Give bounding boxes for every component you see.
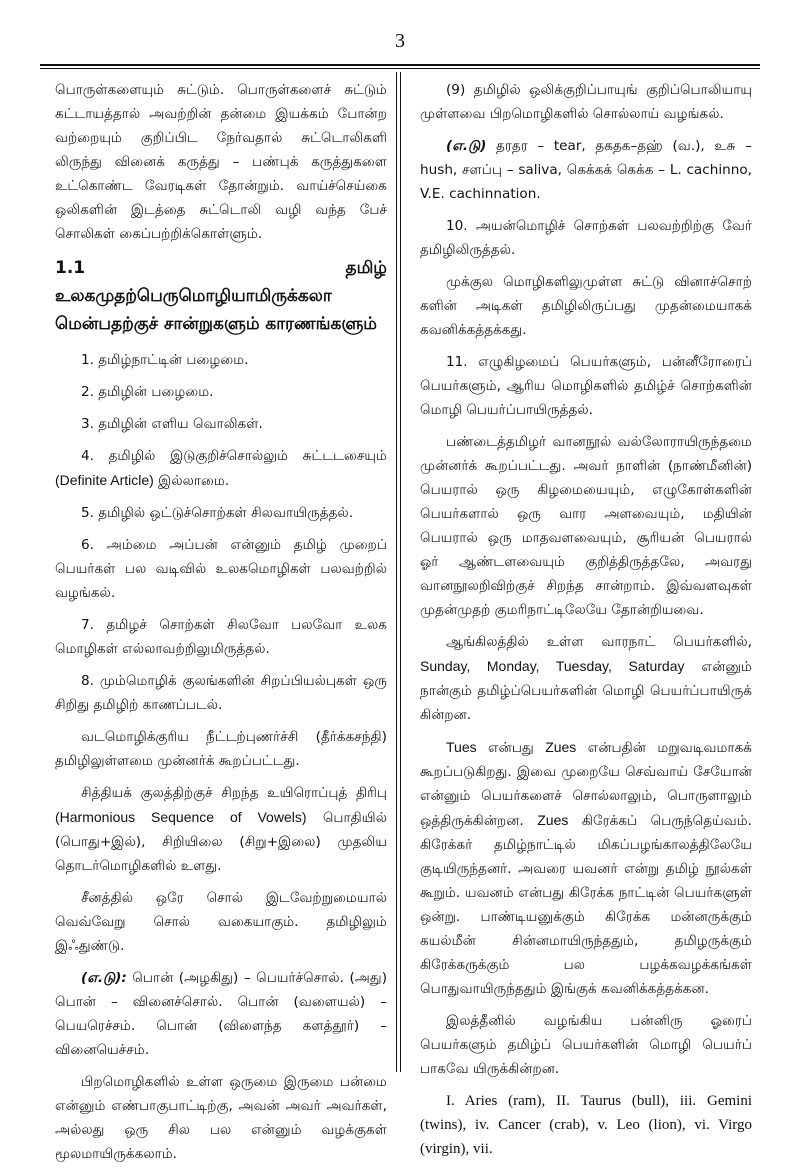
header-rule [40,64,760,66]
header-rule-thin [40,68,760,69]
paragraph-text: என்னும் நான்கும் தமிழ்ப்பெயர்களின் மொழி பெயர்ப்பாயிருக் கின்றன. [420,659,752,723]
paragraph-text: தரதர – tear, தகதக–தஹ் (வ.), உசு – hush, சளப்பு – saliva, கெக்கக் கெக்க – L. cachinno, V.E. cachinnation. [420,138,752,202]
column-divider [396,72,397,1072]
column-divider-inner [400,72,401,1072]
section-heading: 1.1 தமிழ் உலகமுதற்பெருமொழியாமிருக்கலா மென்பதற்குச் சான்றுகளும் காரணங்களும் [55,258,387,334]
paragraph: 11. எழுகிழமைப் பெயர்களும், பன்னீரோரைப் பெயர்களும், ஆரிய மொழிகளில் தமிழ்ச் சொற்களின் மொழி பெயர்ப்பாயிருத்தல். [420,354,752,418]
paragraph: பண்டைத்தமிழர் வானநூல் வல்லோராயிருந்தமை முன்னர்க் கூறப்பட்டது. அவர் நாளின் (நாண்மீனின்) பெயரால் ஒரு கிழமையையும், எழுகோள்களின் பெயர்களால் ஒரு வார அளவையும், மதியின் பெயரால் ஒரு மாதவளவையும், சூரியன் பெயரால் ஓர் ஆண்டளவையும் குறித்திருத்தலே, அவரது வானநூலறிவிற்குச் சிறந்த சான்றாம். இவ்வளவுகள் முதன்முதற் குமரிநாட்டிலேயே தோன்றியவை. [420,434,752,618]
paragraph [55,966,387,1062]
english-term: Zues [545,739,577,755]
paragraph-text: என்பது [476,740,546,756]
paragraph: இலத்தீனில் வழங்கிய பன்னிரு ஓரைப் பெயர்களும் தமிழ்ப் பெயர்களின் மொழி பெயர்ப் பாகவே யிருக்கின்றன. [420,1013,752,1077]
paragraph: வடமொழிக்குரிய நீட்டற்புணர்ச்சி (தீர்க்கசந்தி) தமிழிலுள்ளமை முன்னர்க் கூறப்பட்டது. [55,729,387,769]
paragraph-text: சித்தியக் குலத்திற்குச் சிறந்த உயிரொப்புத் திரிபு [81,785,387,801]
paragraph: முக்குல மொழிகளிலுமுள்ள சுட்டு வினாச்சொற் களின் அடிகள் தமிழிலிருப்பது முதன்மையாகக் கவனிக்கத்தக்கது. [420,274,752,338]
paragraph [420,735,752,1001]
list-item-text: இல்லாமை. [153,473,230,489]
list-item: 8. மும்மொழிக் குலங்களின் சிறப்பியல்புகள் ஒரு சிறிது தமிழிற் காணப்படல். [55,673,387,713]
english-term: Tues [446,739,477,755]
paragraph: சீனத்தில் ஒரே சொல் இடவேற்றுமையால் வெவ்வேறு சொல் வகையாகும். தமிழிலும் இஃதுண்டு. [55,890,387,954]
left-column [55,78,387,1174]
weekday-names: Sunday, Monday, Tuesday, Saturday [420,658,685,674]
paragraph [55,781,387,878]
paragraph: பொருள்களையும் சுட்டும். பொருள்களைச் சுட்டும் கட்டாயத்தால் அவற்றின் தன்மை இயக்கம் போன்ற வற்றையும் குறிப்பிட நேர்வதால் சுட்டொலிகளி லிருந்து வினைக் கருத்து – பண்புக் கருத்துகளை உட்கொண்ட வேரடிகள் தோன்றும். வாய்ச்செய்கை ஒலிகளின் இடத்தை சுட்டொலி வழி வந்த பேச் சொலிகள் கைப்பற்றிக்கொள்ளும். [55,82,387,242]
paragraph-text: கிரேக்கப் பெருந்தெய்வம். கிரேக்கர் தமிழ்நாட்டில் மிகப்பழங்காலத்திலேயே குடியிருந்தனர். அவரை யவனர் என்று தமிழ் நூல்கள் கூறும். யவனம் என்பது கிரேக்க நாட்டின் பெயர்களுள் ஒன்று. பாண்டியனுக்கும் கிரேக்க மன்னருக்கும் கயல்மீன் சின்னமாயிருந்ததும், தமிழருக்கும் கிரேக்கருக்கும் பல பழக்கவழக்கங்கள் பொதுவாயிருந்ததும் இங்குக் கவனிக்கத்தக்கன. [420,813,752,997]
list-item: 2. தமிழின் பழைமை. [81,384,214,400]
list-item: 6. அம்மை அப்பன் என்னும் தமிழ் முறைப் பெயர்கள் பல வடிவில் உலகமொழிகள் பலவற்றில் வழங்கல். [55,537,387,601]
list-item: 7. தமிழச் சொற்கள் சிலவோ பலவோ உலக மொழிகள் எல்லாவற்றிலுமிருத்தல். [55,617,387,657]
english-term: Zues [537,812,569,828]
page-number: 3 [395,30,405,52]
right-column [420,78,752,1169]
list-item: 3. தமிழின் எளிய வொலிகள். [81,416,263,432]
zodiac-list: I. Aries (ram), II. Taurus (bull), iii. Gemini (twins), iv. Cancer (crab), v. Leo (lion), vi. Virgo (virgin), vii. [420,1093,752,1157]
paragraph: (9) தமிழில் ஒலிக்குறிப்பாயுங் குறிப்பொலியாயு முள்ளவை பிறமொழிகளில் சொல்லாய் வழங்கல். [420,82,752,122]
paragraph-text: ஆங்கிலத்தில் உள்ள வாரநாட் பெயர்களில், [446,634,752,650]
paragraph: பிறமொழிகளில் உள்ள ஒருமை இருமை பன்மை என்னும் எண்பாகுபாட்டிற்கு, அவன் அவர் அவர்கள், அல்லது ஒரு சில பல என்னும் வழக்குகள் மூலமாயிருக்கலாம். [55,1074,387,1162]
english-term: (Harmonious Sequence of Vowels) [55,809,307,825]
paragraph: 10. அயன்மொழிச் சொற்கள் பலவற்றிற்கு வேர் தமிழிலிருத்தல். [420,218,752,258]
english-term: (Definite Article) [55,472,154,488]
list-item [55,444,387,493]
list-item: 5. தமிழில் ஒட்டுச்சொற்கள் சிலவாயிருத்தல். [81,505,354,521]
paragraph-text: என்பதின் மறுவடிவமாகக் கூறப்படுகிறது. இவை முறையே செவ்வாய் சேயோன் என்னும் பெயர்களைச் சொல்லாலும், பொருளாலும் ஒத்திருக்கின்றன. [420,740,752,829]
example-marker: (எ.டு): [81,970,127,986]
list-item-text: 4. தமிழில் இடுகுறிச்சொல்லும் சுட்டடசையும் [81,448,387,464]
paragraph-text: பொன் (அழகிது) – பெயர்ச்சொல். (அது) பொன் – வினைச்சொல். பொன் (வளையல்) – பெயரெச்சம். பொன் (விளைந்த களத்தூர்) – வினையெச்சம். [55,970,387,1058]
paragraph-text: பொதியில் (பொது+இல்), சிறியிலை (சிறு+இலை) முதலிய தொடர்மொழிகளில் உளது. [55,810,387,874]
paragraph [420,134,752,206]
paragraph [420,630,752,727]
example-marker: (எ.டு) [446,138,487,154]
list-item: 1. தமிழ்நாட்டின் பழைமை. [81,352,249,368]
